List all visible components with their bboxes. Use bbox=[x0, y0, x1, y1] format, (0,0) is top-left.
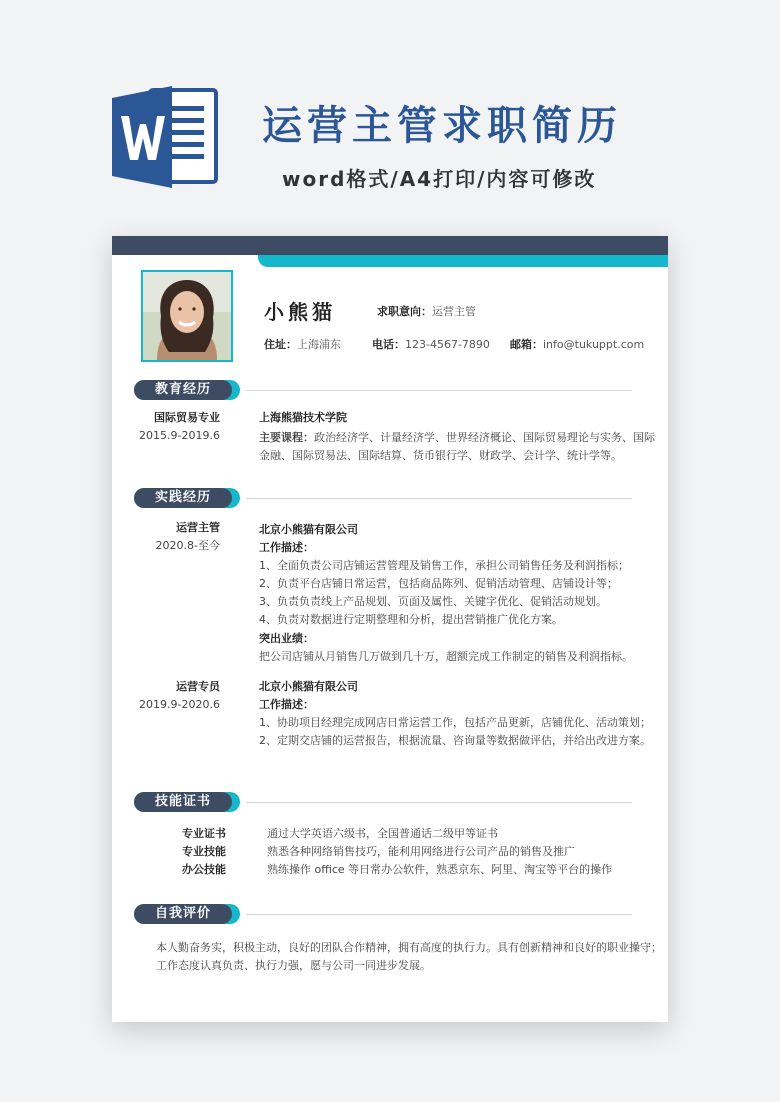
job1-period: 2020.8-至今 bbox=[155, 539, 220, 552]
email-value: info@tukuppt.com bbox=[543, 338, 645, 351]
phone-value: 123-4567-7890 bbox=[405, 338, 490, 351]
job1-duty-4: 4、负责对数据进行定期整理和分析，提出营销推广优化方案。 bbox=[259, 613, 563, 626]
edu-major: 国际贸易专业 bbox=[154, 411, 220, 424]
section-education-header bbox=[134, 380, 632, 400]
section-self-eval-title: 自我评价 bbox=[134, 904, 232, 924]
skill-label-1: 专业证书 bbox=[182, 827, 226, 840]
job2-position: 运营专员 bbox=[176, 680, 220, 693]
skill-label-3: 办公技能 bbox=[182, 863, 226, 876]
resume-page bbox=[112, 236, 668, 1022]
section-practice-header bbox=[134, 488, 632, 508]
job1-desc-label: 工作描述： bbox=[259, 541, 314, 554]
job-intent-label: 求职意向： bbox=[377, 305, 432, 318]
address-label: 住址： bbox=[264, 338, 297, 351]
job1-duty-3: 3、负责负责线上产品规划、页面及属性、关键字优化、促销活动规划。 bbox=[259, 595, 607, 608]
section-skills-header bbox=[134, 792, 632, 812]
word-icon bbox=[112, 84, 220, 190]
job2-company: 北京小熊猫有限公司 bbox=[259, 680, 358, 693]
phone-label: 电话： bbox=[372, 338, 405, 351]
section-practice-title: 实践经历 bbox=[134, 488, 232, 508]
job1-achievement-label: 突出业绩： bbox=[259, 632, 314, 645]
phone bbox=[372, 336, 490, 352]
job1-achievement: 把公司店铺从月销售几万做到几十万，超额完成工作制定的销售及利润指标。 bbox=[259, 650, 633, 663]
skill-value-1: 通过大学英语六级书，全国普通话二级甲等证书 bbox=[267, 827, 498, 840]
banner-subtitle: word格式/A4打印/内容可修改 bbox=[282, 167, 597, 191]
section-education-title: 教育经历 bbox=[134, 380, 232, 400]
section-self-eval-header bbox=[134, 904, 632, 924]
edu-courses-line1: 政治经济学、计量经济学、世界经济概论、国际贸易理论与实务、国际 bbox=[314, 431, 655, 444]
skill-value-3: 熟练操作 office 等日常办公软件，熟悉京东、阿里、淘宝等平台的操作 bbox=[267, 863, 613, 876]
top-bar-accent bbox=[258, 255, 668, 267]
email bbox=[510, 336, 644, 352]
edu-courses-label: 主要课程： bbox=[259, 431, 314, 444]
job2-period: 2019.9-2020.6 bbox=[139, 698, 220, 711]
job1-duty-1: 1、全面负责公司店铺运营管理及销售工作，承担公司销售任务及利润指标； bbox=[259, 559, 629, 572]
edu-courses-line2: 金融、国际贸易法、国际结算、货币银行学、财政学、会计学、统计学等。 bbox=[259, 449, 622, 462]
email-label: 邮箱： bbox=[510, 338, 543, 351]
candidate-name: 小熊猫 bbox=[264, 300, 336, 324]
job1-duty-2: 2、负责平台店铺日常运营，包括商品陈列、促销活动管理、店铺设计等； bbox=[259, 577, 618, 590]
job2-duty-2: 2、定期交店铺的运营报告，根据流量、咨询量等数据做评估，并给出改进方案。 bbox=[259, 734, 651, 747]
skill-label-2: 专业技能 bbox=[182, 845, 226, 858]
top-bar-dark bbox=[112, 236, 668, 255]
job1-position: 运营主管 bbox=[176, 521, 220, 534]
profile-photo bbox=[141, 270, 233, 362]
edu-courses bbox=[259, 429, 655, 447]
job2-duty-1: 1、协助项目经理完成网店日常运营工作，包括产品更新，店铺优化、活动策划； bbox=[259, 716, 651, 729]
section-skills-title: 技能证书 bbox=[134, 792, 232, 812]
job-intent-value: 运营主管 bbox=[432, 305, 476, 318]
banner-title: 运营主管求职简历 bbox=[262, 103, 622, 149]
self-eval-line2: 工作态度认真负责、执行力强，愿与公司一同进步发展。 bbox=[156, 959, 431, 972]
edu-school: 上海熊猫技术学院 bbox=[259, 411, 347, 424]
address bbox=[264, 336, 341, 352]
self-eval-line1: 本人勤奋务实，积极主动，良好的团队合作精神，拥有高度的执行力。具有创新精神和良好的职业操守； bbox=[156, 941, 662, 954]
job1-company: 北京小熊猫有限公司 bbox=[259, 523, 358, 536]
job-intent bbox=[377, 303, 476, 319]
edu-period: 2015.9-2019.6 bbox=[139, 429, 220, 442]
address-value: 上海浦东 bbox=[297, 338, 341, 351]
skill-value-2: 熟悉各种网络销售技巧，能利用网络进行公司产品的销售及推广 bbox=[267, 845, 575, 858]
job2-desc-label: 工作描述： bbox=[259, 698, 314, 711]
